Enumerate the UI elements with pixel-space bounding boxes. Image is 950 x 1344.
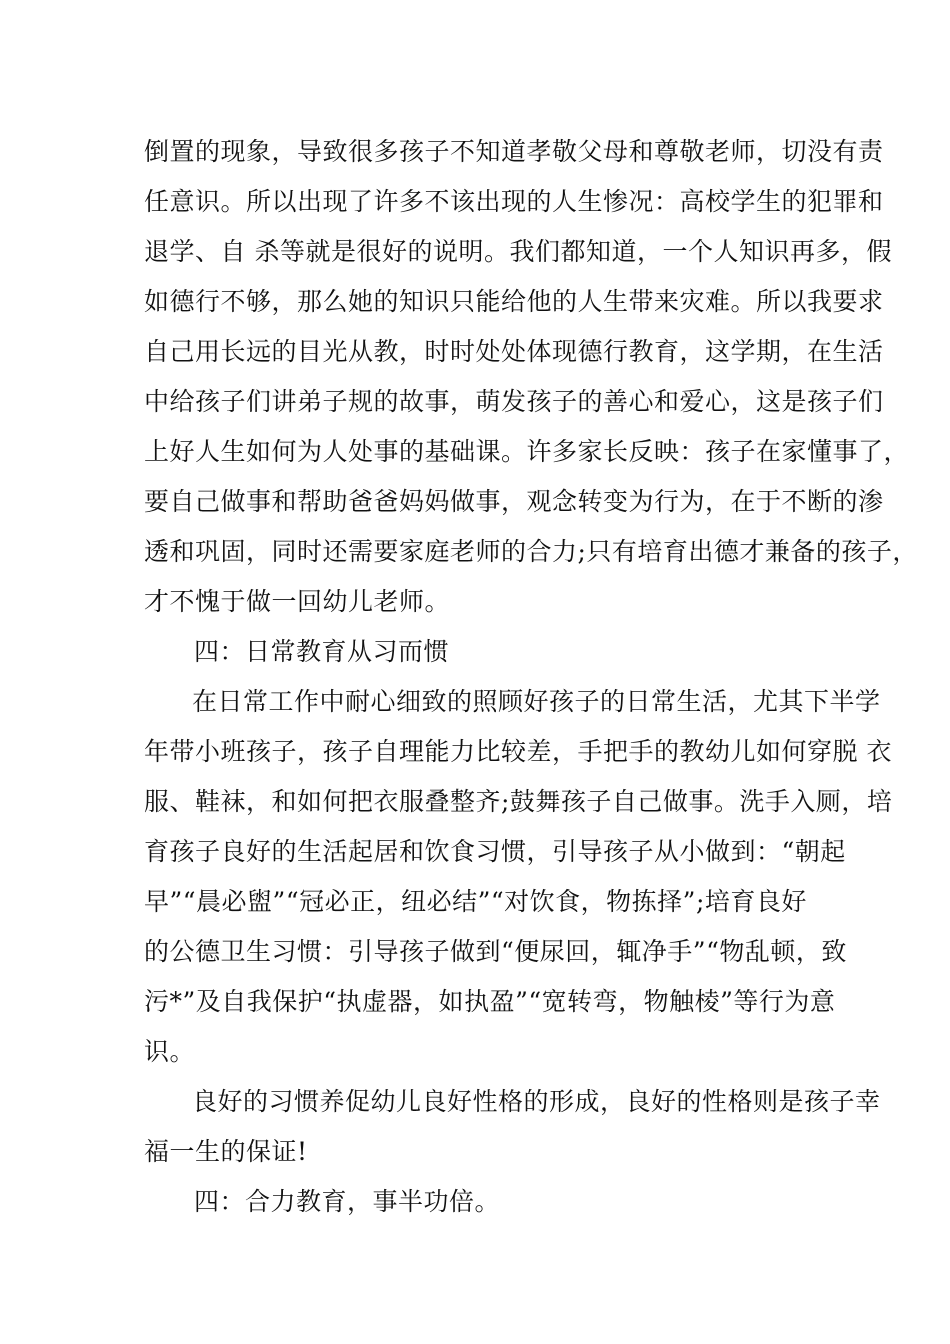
section-heading: 四：合力教育，事半功倍。 [194,1187,501,1216]
paragraph-line: 中给孩子们讲弟子规的故事，萌发孩子的善心和爱心，这是孩子们 [144,387,884,416]
paragraph-line: 服、鞋袜，和如何把衣服叠整齐;鼓舞孩子自己做事。洗手入厕，培 [144,787,893,816]
paragraph-line: 早”“晨必盥”“冠必正，纽必结”“对饮食，物拣择”;培育良好 [144,887,807,916]
section-heading: 四：日常教育从习而惯 [194,637,450,666]
paragraph-line: 上好人生如何为人处事的基础课。许多家长反映：孩子在家懂事了， [144,437,910,466]
paragraph-line: 福一生的保证! [144,1137,308,1166]
paragraph-line: 要自己做事和帮助爸爸妈妈做事，观念转变为行为，在于不断的渗 [144,487,884,516]
paragraph-line: 任意识。所以出现了许多不该出现的人生惨况：高校学生的犯罪和 [144,187,884,216]
paragraph-line: 自己用长远的目光从教，时时处处体现德行教育，这学期，在生活 [144,337,884,366]
paragraph-line: 退学、自 杀等就是很好的说明。我们都知道，一个人知识再多，假 [144,237,892,266]
paragraph-line: 倒置的现象，导致很多孩子不知道孝敬父母和尊敬老师，切没有责 [144,137,884,166]
paragraph-line: 透和巩固，同时还需要家庭老师的合力;只有培育出德才兼备的孩子， [144,537,918,566]
paragraph-line: 的公德卫生习惯：引导孩子做到“便尿回，辄净手”“物乱顿，致 [144,937,847,966]
paragraph-line: 在日常工作中耐心细致的照顾好孩子的日常生活，尤其下半学 [192,687,881,716]
paragraph-line: 识。 [144,1037,196,1066]
paragraph-line: 如德行不够，那么她的知识只能给他的人生带来灾难。所以我要求 [144,287,884,316]
paragraph-line: 良好的习惯养促幼儿良好性格的形成，良好的性格则是孩子幸 [192,1087,881,1116]
paragraph-line: 污*”及自我保护“执虚器，如执盈”“宽转弯，物触棱”等行为意 [144,987,836,1016]
paragraph-line: 年带小班孩子，孩子自理能力比较差，手把手的教幼儿如何穿脱 衣 [144,737,892,766]
paragraph-line: 才不愧于做一回幼儿老师。 [144,587,451,616]
paragraph-line: 育孩子良好的生活起居和饮食习惯，引导孩子从小做到：“朝起 [144,837,846,866]
